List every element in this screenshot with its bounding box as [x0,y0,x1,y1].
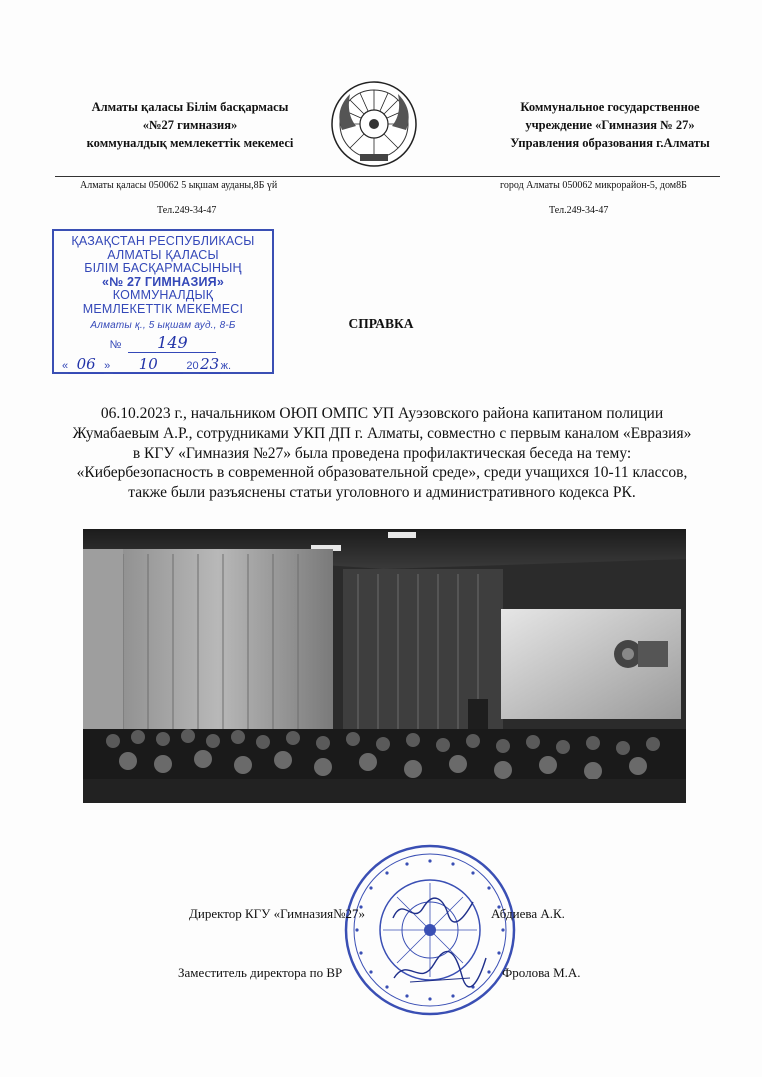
stamp-date-suffix: ж. [220,360,232,372]
stamp-date-month: 10 [113,355,183,374]
header-kz-line-1: Алматы қаласы Білім басқармасы [91,100,289,114]
address-ru: город Алматы 050062 микрорайон-5, дом8Б [500,180,687,191]
body-line-4: «Кибербезопасность в современной образовательной среде», среди учащихся 10-11 классов, [76,464,688,482]
director-name: Абдиева А.К. [491,906,565,921]
body-paragraph [40,404,724,503]
stamp-number-row [54,333,272,353]
phone-kz: Тел.249-34-47 [157,205,217,216]
stamp-date-year-suffix: 23 [200,355,220,373]
header-kz-line-3: коммуналдық мемлекеттік мекемесі [86,136,294,150]
stamp-date-day: 06 [68,355,104,374]
kazakhstan-emblem-icon [330,80,418,168]
header-ru-line-2: учреждение «Гимназия № 27» [525,118,695,132]
body-line-3: в КГУ «Гимназия №27» была проведена профилактическая беседа на тему: [132,444,632,462]
header-kz-block [70,98,310,152]
stamp-number-prefix: № [109,339,122,351]
registration-stamp [52,229,274,374]
header-ru-line-3: Управления образования г.Алматы [510,136,710,150]
document-title: СПРАВКА [348,316,414,331]
stamp-line-3: БІЛІМ БАСҚАРМАСЫНЫҢ [84,261,242,275]
stamp-line-6: МЕМЛЕКЕТТІК МЕКЕМЕСІ [82,301,244,316]
stamp-line-1: ҚАЗАҚСТАН РЕСПУБЛИКАСЫ [71,234,255,248]
stamp-number-value: 149 [128,333,216,353]
deputy-role: Заместитель директора по ВР [178,965,343,980]
director-signature-icon [388,890,478,930]
body-line-2: Жумабаевым А.Р., сотрудниками УКП ДП г. Алматы, совместно с первым каналом «Евразия» [72,424,692,442]
stamp-line-4: «№ 27 ГИМНАЗИЯ» [101,274,225,289]
stamp-line-2: АЛМАТЫ ҚАЛАСЫ [107,247,219,262]
stamp-line-5: КОММУНАЛДЫҚ [112,288,214,302]
body-line-5: также были разъяснены статьи уголовного и административного кодекса РК. [128,484,636,502]
deputy-name: Фролова М.А. [502,965,581,980]
director-role: Директор КГУ «Гимназия№27» [189,906,366,921]
header-ru-line-1: Коммунальное государственное [520,100,700,114]
header-ru-block [480,98,740,152]
header-divider [55,176,720,177]
stamp-date-year-prefix: 20 [186,360,199,372]
stamp-date-row: « 06 » 10 2023ж. [62,355,232,373]
body-line-1: 06.10.2023 г., начальником ОЮП ОМПС УП Ауэзовского района капитаном полиции [100,405,664,422]
deputy-signature-icon [390,948,490,993]
auditorium-photo-icon [83,529,686,803]
header-kz-line-2: «№27 гимназия» [142,118,238,132]
phone-ru: Тел.249-34-47 [549,205,609,216]
address-kz: Алматы қаласы 050062 5 ықшам ауданы,8Б үй [80,180,278,191]
stamp-address: Алматы қ., 5 ықшам ауд., 8-Б [90,320,236,331]
